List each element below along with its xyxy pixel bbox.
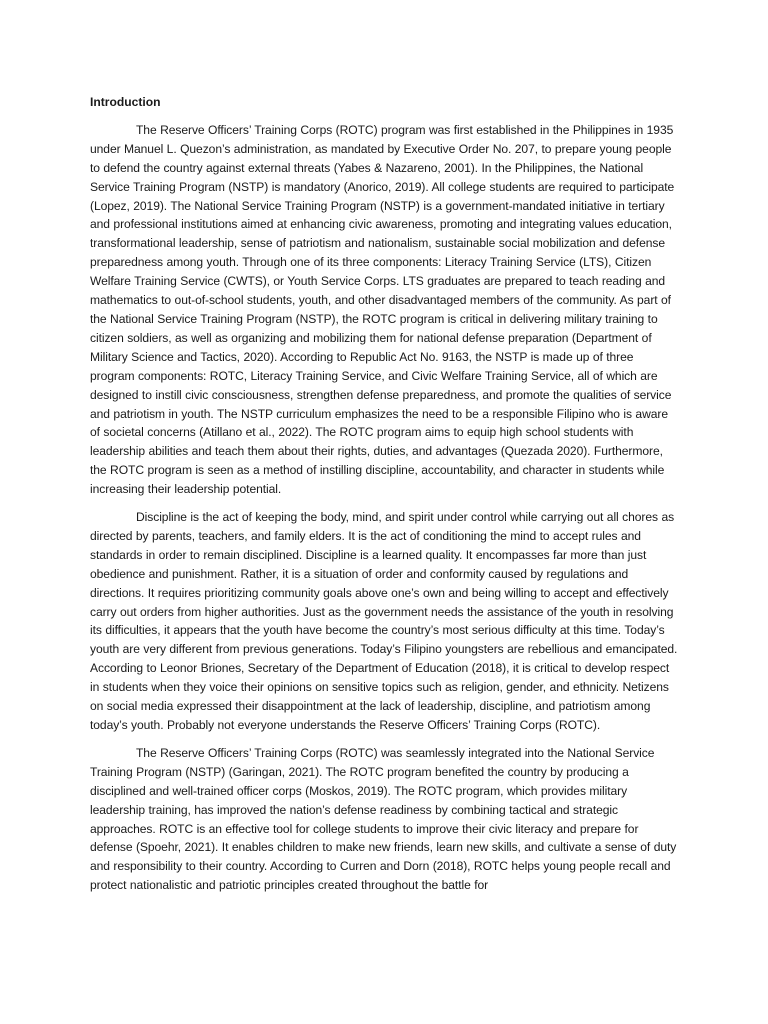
document-body: [90, 93, 678, 904]
paragraph-rotc-integration: The Reserve Officers’ Training Corps (ROTC) was seamlessly integrated into the National Service Training Program (NSTP) (Garingan, 2021). The ROTC program benefited the country by producing a disciplined and well-trained officer corps (Moskos, 2019). The ROTC program, which provides military leadership training, has improved the nation’s defense readiness by combining tactical and strategic approaches. ROTC is an effective tool for college students to improve their civic literacy and prepare for defense (Spoehr, 2021). It enables children to make new friends, learn new skills, and cultivate a sense of duty and responsibility to their country. According to Curren and Dorn (2018), ROTC helps young people recall and protect nationalistic and patriotic principles created throughout the battle for: [90, 745, 677, 893]
section-heading: Introduction: [90, 95, 161, 109]
paragraph-rotc-history: The Reserve Officers’ Training Corps (ROTC) program was first established in the Philippines in 1935 under Manuel L. Quezon’s administration, as mandated by Executive Order No. 207, to prepare young people to defend the country against external threats (Yabes & Nazareno, 2001). In the Philippines, the National Service Training Program (NSTP) is mandatory (Anorico, 2019). All college students are required to participate (Lopez, 2019). The National Service Training Program (NSTP) is a government-mandated initiative in tertiary and professional institutions aimed at enhancing civic awareness, promoting and integrating values education, transformational leadership, sense of patriotism and nationalism, sustainable social mobilization and defense preparedness among youth. Through one of its three components: Literacy Training Service (LTS), Citizen Welfare Training Service (CWTS), or Youth Service Corps. LTS graduates are prepared to teach reading and mathematics to out-of-school students, youth, and other disadvantaged members of the community. As part of the National Service Training Program (NSTP), the ROTC program is critical in delivering military training to citizen soldiers, as well as organizing and mobilizing them for national defense preparation (Department of Military Science and Tactics, 2020). According to Republic Act No. 9163, the NSTP is made up of three program components: ROTC, Literacy Training Service, and Civic Welfare Training Service, all of which are designed to instill civic consciousness, strengthen defense preparedness, and promote the qualities of service and patriotism in youth. The NSTP curriculum emphasizes the need to be a responsible Filipino who is aware of societal concerns (Atillano et al., 2022). The ROTC program aims to equip high school students with leadership abilities and teach them about their rights, duties, and advantages (Quezada 2020). Furthermore, the ROTC program is seen as a method of instilling discipline, accountability, and character in students while increasing their leadership potential.: [90, 122, 675, 497]
paragraph-discipline: Discipline is the act of keeping the body, mind, and spirit under control while carrying out all chores as directed by parents, teachers, and family elders. It is the act of conditioning the mind to accept rules and standards in order to remain disciplined. Discipline is a learned quality. It encompasses far more than just obedience and punishment. Rather, it is a situation of order and conformity caused by regulations and directions. It requires prioritizing community goals above one’s own and being willing to accept and effectively carry out orders from higher authorities. Just as the government needs the assistance of the youth in resolving its difficulties, it appears that the youth have become the country’s most serious difficulty at this time. Today’s youth are very different from previous generations. Today’s Filipino youngsters are rebellious and emancipated. According to Leonor Briones, Secretary of the Department of Education (2018), it is critical to develop respect in students when they voice their opinions on sensitive topics such as religion, gender, and ethnicity. Netizens on social media expressed their disappointment at the lack of leadership, discipline, and patriotism among today’s youth. Probably not everyone understands the Reserve Officers’ Training Corps (ROTC).: [90, 510, 678, 732]
